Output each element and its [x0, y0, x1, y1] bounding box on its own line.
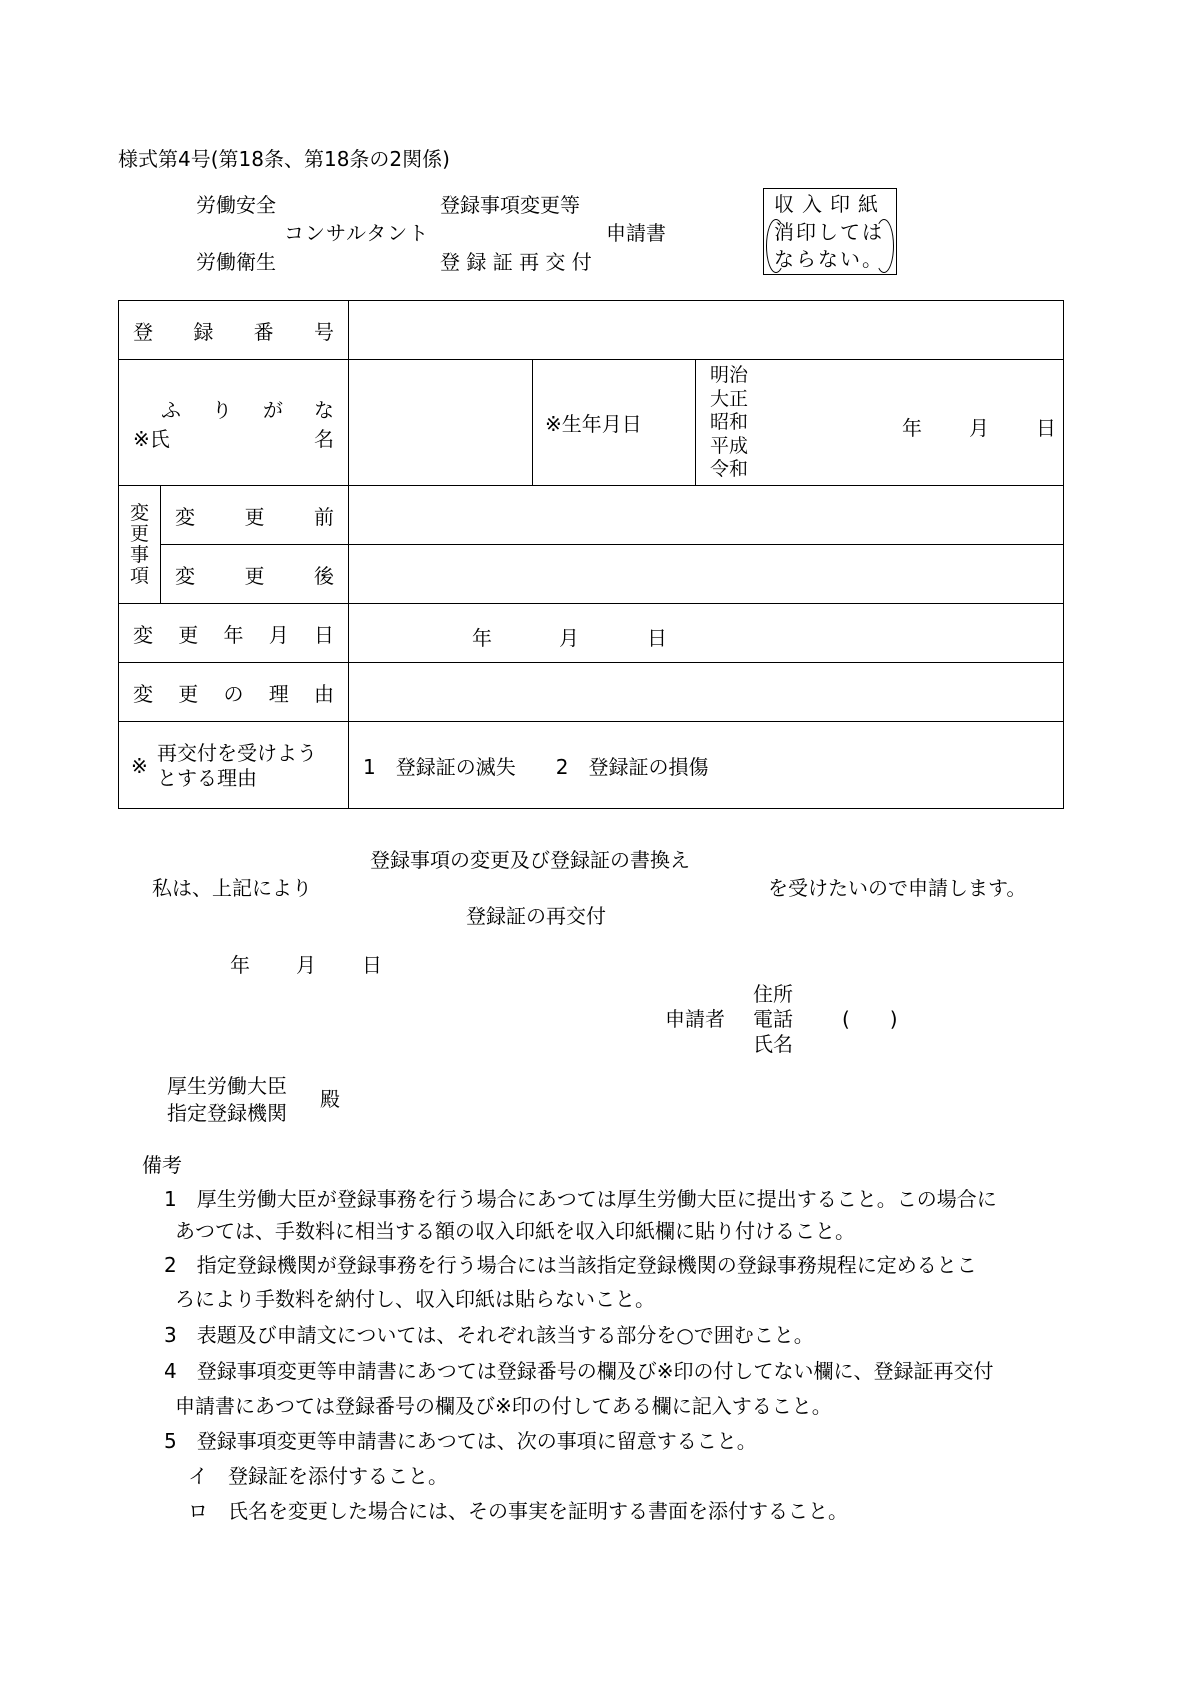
stamp-line-3: ならない。	[774, 247, 884, 271]
note-line: 3 表題及び申請文については、それぞれ該当する部分を○で囲むこと。	[164, 1323, 814, 1347]
notes-heading: 備考	[142, 1153, 182, 1177]
note-line: 1 厚生労働大臣が登録事務を行う場合にあつては厚生労働大臣に提出すること。この場合に	[164, 1187, 997, 1211]
era-heisei: 平成	[710, 434, 749, 457]
birth-day-unit: 日	[1036, 416, 1056, 440]
title-left-mid: コンサルタント	[284, 221, 430, 245]
before-change-field[interactable]	[349, 486, 1064, 545]
change-date-label: 変 更 年 月 日	[119, 604, 349, 663]
change-reason-field[interactable]	[349, 663, 1064, 722]
era-meiji: 明治	[710, 364, 749, 386]
furigana-label: ふ り が な	[161, 397, 334, 422]
note-line: 5 登録事項変更等申請書にあつては、次の事項に留意すること。	[164, 1429, 757, 1453]
note-line: ろにより手数料を納付し、収入印紙は貼らないこと。	[175, 1287, 655, 1311]
registration-number-field[interactable]	[349, 301, 1064, 360]
name-kanji-label: ※氏 名	[133, 426, 334, 451]
reissue-reason-options[interactable]: 1 登録証の滅失 2 登録証の損傷	[349, 722, 1064, 809]
applicant-phone-parens: ( )	[842, 1007, 898, 1031]
application-form-table	[118, 300, 1064, 809]
after-change-label: 変 更 後	[161, 545, 349, 604]
title-left-bottom: 労働衛生	[196, 250, 276, 274]
era-showa: 昭和	[710, 411, 749, 433]
birth-year-unit: 年	[902, 416, 922, 440]
change-day-unit: 日	[647, 626, 667, 650]
change-date-field[interactable]	[349, 604, 1064, 663]
applicant-label: 申請者	[665, 1007, 725, 1031]
change-reason-label: 変 更 の 理 由	[119, 663, 349, 722]
note-line: あつては、手数料に相当する額の収入印紙を収入印紙欄に貼り付けること。	[175, 1219, 855, 1243]
change-month-unit: 月	[559, 626, 579, 650]
statement-suffix: を受けたいので申請します。	[768, 876, 1027, 900]
note-line: ロ 氏名を変更した場合には、その事実を証明する書面を添付すること。	[188, 1499, 848, 1523]
revenue-stamp-box	[763, 188, 897, 275]
application-date-day: 日	[362, 953, 382, 977]
registration-number-label: 登 録 番 号	[119, 301, 349, 360]
application-date-year: 年	[230, 953, 250, 977]
birthdate-field[interactable]	[696, 360, 1064, 486]
addressee-minister: 厚生労働大臣	[167, 1074, 287, 1098]
note-line: イ 登録証を添付すること。	[188, 1464, 448, 1488]
era-taisho: 大正	[710, 387, 749, 410]
after-change-field[interactable]	[349, 545, 1064, 604]
title-right-mid: 申請書	[606, 221, 666, 245]
title-right-top: 登録事項変更等	[440, 193, 580, 217]
statement-upper-option: 登録事項の変更及び登録証の書換え	[370, 848, 690, 872]
change-year-unit: 年	[472, 626, 492, 650]
stamp-line-2: 消印しては	[774, 220, 884, 244]
name-label	[119, 360, 349, 486]
note-line: 申請書にあつては登録番号の欄及び※印の付してある欄に記入すること。	[175, 1394, 832, 1418]
addressee-honorific: 殿	[320, 1087, 340, 1111]
form-number: 様式第4号(第18条、第18条の2関係)	[118, 147, 450, 171]
birth-month-unit: 月	[969, 416, 989, 440]
title-left-top: 労働安全	[196, 193, 276, 217]
statement-prefix: 私は、上記により	[152, 876, 312, 900]
era-list	[710, 364, 748, 482]
change-items-vertical-label: 変 更 事 項	[119, 486, 161, 604]
reissue-reason-label: ※ 再交付を受けよう とする理由	[119, 722, 349, 809]
note-line: 2 指定登録機関が登録事務を行う場合には当該指定登録機関の登録事務規程に定めるとこ	[164, 1253, 977, 1277]
application-date-month: 月	[296, 953, 316, 977]
title-right-bottom: 登 録 証 再 交 付	[440, 250, 592, 274]
era-reiwa: 令和	[710, 458, 749, 480]
addressee-designated-body: 指定登録機関	[167, 1101, 287, 1125]
stamp-left-paren	[766, 219, 786, 273]
stamp-line-1: 収入印紙	[774, 192, 886, 216]
birthdate-label: ※生年月日	[533, 360, 696, 486]
name-field[interactable]	[349, 360, 533, 486]
applicant-name-label: 氏名	[753, 1032, 793, 1056]
note-line: 4 登録事項変更等申請書にあつては登録番号の欄及び※印の付してない欄に、登録証再交付	[164, 1359, 994, 1383]
applicant-phone-label: 電話	[753, 1007, 793, 1031]
applicant-address-label: 住所	[753, 982, 793, 1006]
stamp-right-paren	[874, 219, 894, 273]
statement-lower-option: 登録証の再交付	[466, 904, 606, 928]
before-change-label: 変 更 前	[161, 486, 349, 545]
